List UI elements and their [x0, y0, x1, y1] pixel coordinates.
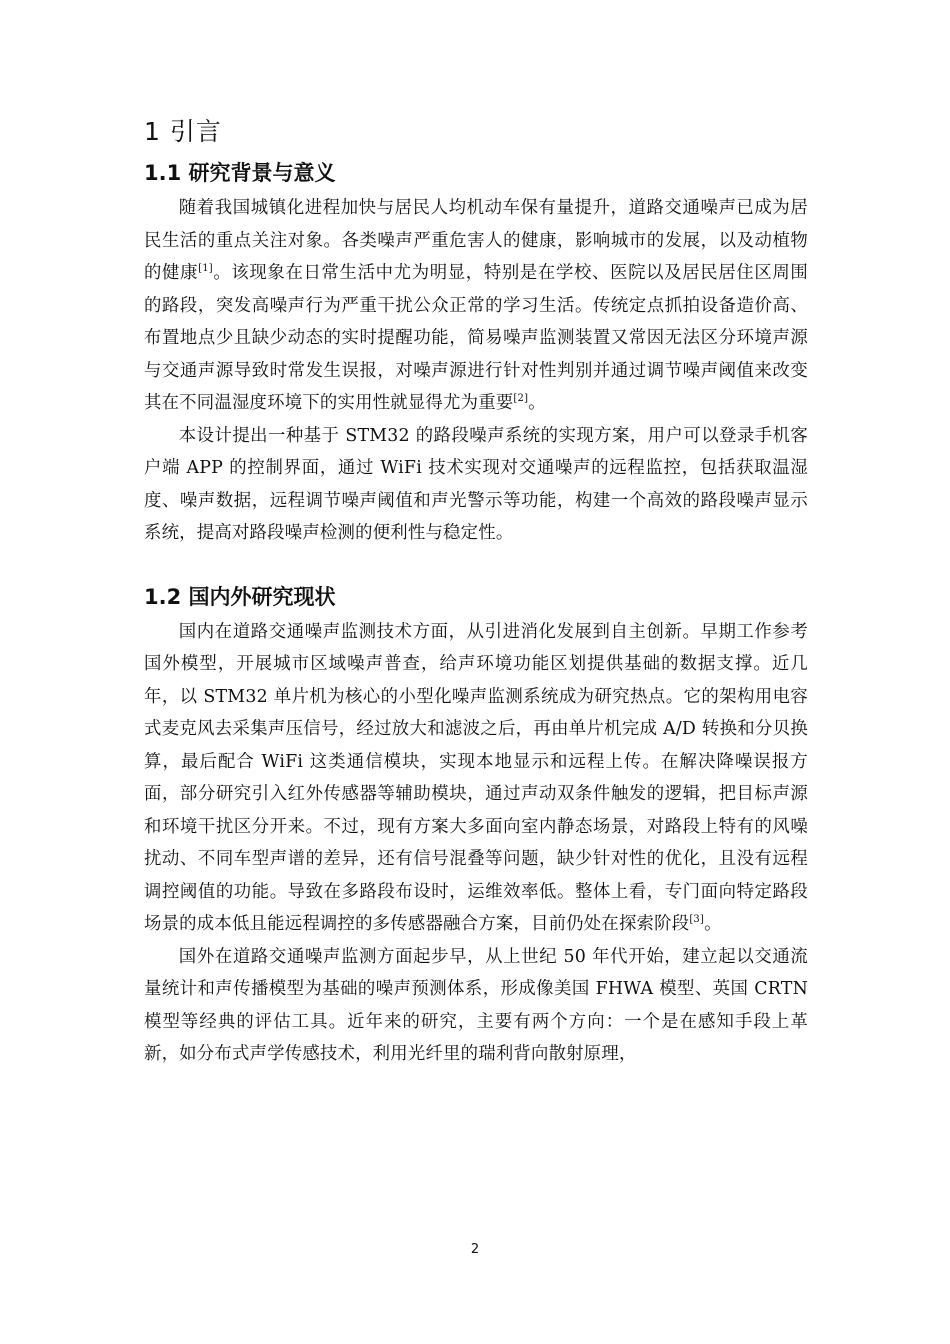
text-run: 随着我国城镇化进程加快与居民人均机动车保有量提升，道路交通噪声已成为居民生活的重点关注对象。各类噪声严重危害人的健康，影响城市的发展，以及动植物的健康 [144, 198, 808, 283]
text-run: 。 [704, 914, 722, 934]
text-run: 国内在道路交通噪声监测技术方面，从引进消化发展到自主创新。早期工作参考国外模型，开展城市区域噪声普查，给声环境功能区划提供基础的数据支撑。近几年，以 STM32 单片机为核心的小型化噪声监测系统成为研究热点。它的架构用电容式麦克风去采集声压信号，经过放大和滤波之后，再由单片机完成 A/D 转换和分贝换算，最后配合 WiFi 这类通信模块，实现本地显示和远程上传。在解决降噪误报方面，部分研究引入红外传感器等辅助模块，通过声动双条件触发的逻辑，把目标声源和环境干扰区分开来。不过，现有方案大多面向室内静态场景，对路段上特有的风噪扰动、不同车型声谱的差异，还有信号混叠等问题，缺少针对性的优化，且没有远程调控阈值的功能。导致在多路段布设时，运维效率低。整体上看，专门面向特定路段场景的成本低且能远程调控的多传感器融合方案，目前仍处在探索阶段 [144, 621, 808, 934]
text-run: 国外在道路交通噪声监测方面起步早，从上世纪 50 年代开始，建立起以交通流量统计和声传播模型为基础的噪声预测体系，形成像美国 FHWA 模型、英国 CRTN 模型等经典的评估工具。近年来的研究，主要有两个方向：一个是在感知手段上革新，如分布式声学传感技术，利用光纤里的瑞利背向散射原理， [144, 946, 808, 1064]
paragraph-foreign-research [144, 941, 808, 1071]
paragraph-background-1 [144, 192, 808, 420]
page-content [144, 110, 808, 1071]
text-run: 。 [528, 393, 546, 413]
text-run: 本设计提出一种基于 STM32 的路段噪声系统的实现方案，用户可以登录手机客户端 APP 的控制界面，通过 WiFi 技术实现对交通噪声的远程监控，包括获取温湿度、噪声数据，远程调节噪声阈值和声光警示等功能，构建一个高效的路段噪声显示系统，提高对路段噪声检测的便利性与稳定性。 [144, 425, 808, 543]
chapter-title: 1 引言 [144, 117, 222, 146]
paragraph-domestic-research [144, 616, 808, 941]
section-heading-background: 1.1 研究背景与意义 [144, 161, 336, 185]
section-heading-research-status: 1.2 国内外研究现状 [144, 584, 336, 609]
citation-1: [1] [198, 263, 213, 274]
text-run: 。该现象在日常生活中尤为明显，特别是在学校、医院以及居民居住区周围的路段，突发高噪声行为严重干扰公众正常的学习生活。传统定点抓拍设备造价高、布置地点少且缺少动态的实时提醒功能，简易噪声监测装置又常因无法区分环境声源与交通声源导致时常发生误报，对噪声源进行针对性判别并通过调节噪声阈值来改变其在不同温湿度环境下的实用性就显得尤为重要 [144, 263, 808, 413]
citation-2: [2] [513, 393, 529, 404]
paragraph-background-2 [144, 420, 808, 550]
page-number: 2 [470, 1242, 480, 1257]
citation-3: [3] [689, 914, 705, 925]
